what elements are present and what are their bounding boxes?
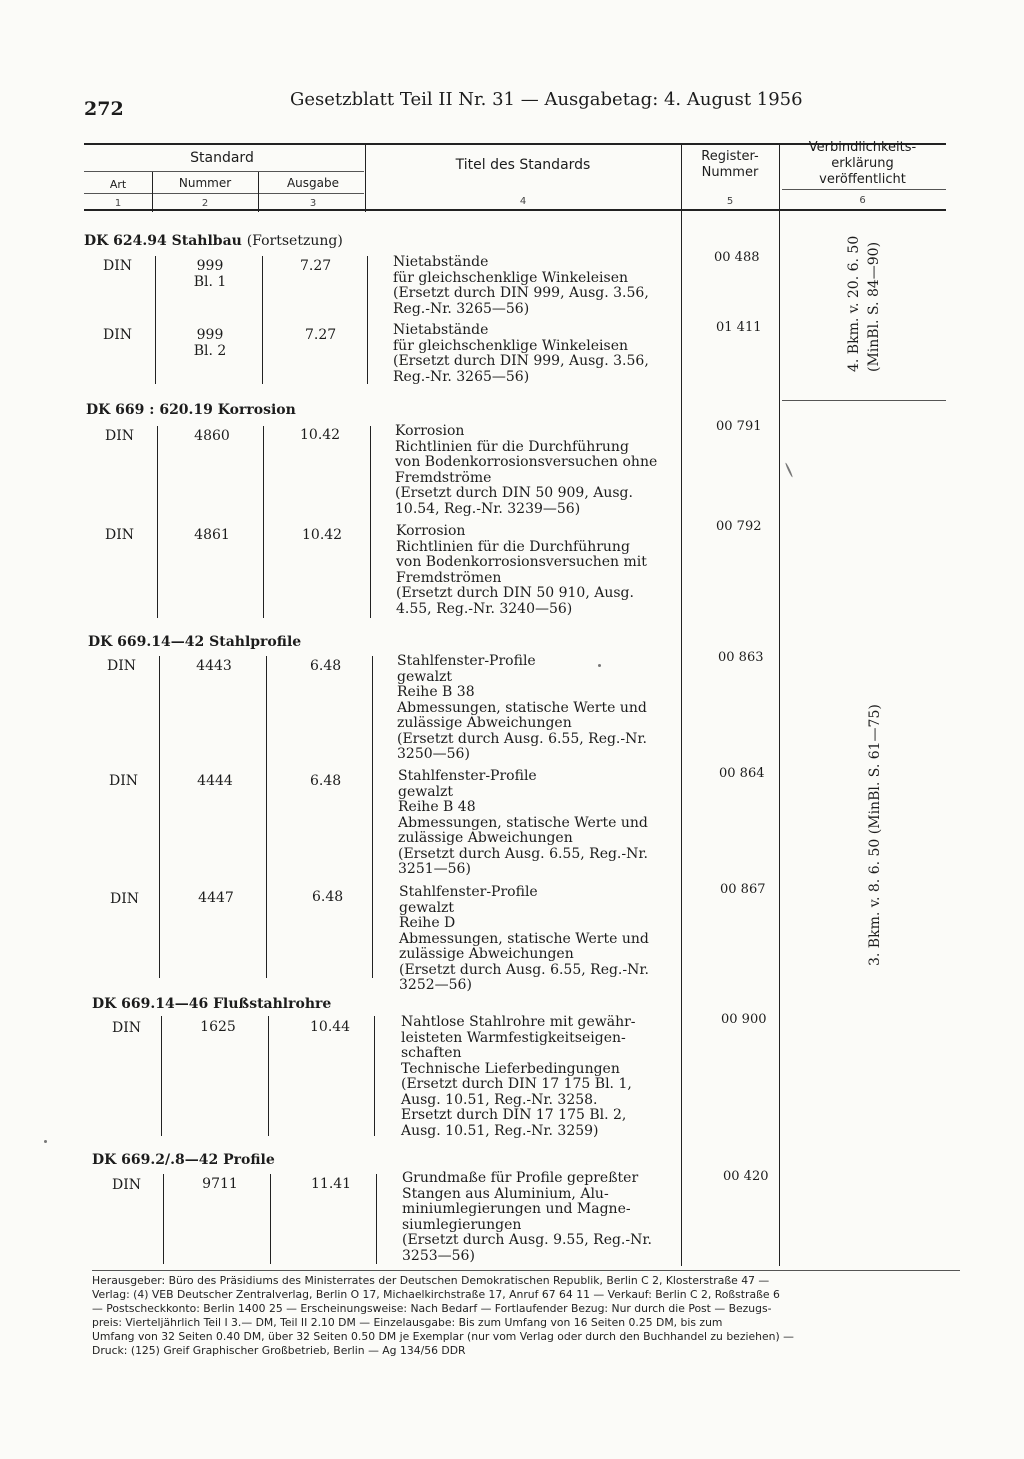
header-nummer: Nummer — [178, 176, 232, 190]
col-number-6: 6 — [859, 195, 866, 206]
entry-nummer: 4860 — [194, 428, 230, 444]
entry-art: DIN — [107, 658, 137, 674]
art-sub-rule — [84, 193, 364, 194]
section-heading: DK 624.94 Stahlbau (Fortsetzung) — [84, 233, 343, 249]
section-heading: DK 669.14—42 Stahlprofile — [88, 634, 302, 650]
entry-art: DIN — [112, 1020, 142, 1036]
verbindlich-note-2: 3. Bkm. v. 8. 6. 50 (MinBl. S. 61—75) — [867, 704, 883, 966]
row-rule — [270, 1174, 271, 1264]
scan-mark — [44, 1140, 47, 1143]
header-register: Register- Nummer — [701, 149, 759, 180]
entry-art: DIN — [105, 428, 135, 444]
entry-titel: Stahlfenster-Profile gewalzt Reihe B 38 Abmessungen, statische Werte und zulässige Abweichungen (Ersetzt durch Ausg. 6.55, Reg.-Nr. 3250—56) — [397, 653, 647, 762]
row-rule — [374, 1016, 375, 1136]
entry-ausgabe: 10.42 — [300, 427, 341, 443]
col-number-2: 2 — [201, 198, 209, 209]
row-rule — [159, 656, 160, 978]
header-ausgabe: Ausgabe — [286, 176, 340, 190]
entry-ausgabe: 6.48 — [312, 889, 344, 905]
section-heading: DK 669 : 620.19 Korrosion — [86, 402, 296, 418]
row-rule — [376, 1174, 377, 1264]
header-verbindlich: Verbindlichkeits- erklärung veröffentlicht — [808, 140, 917, 187]
entry-art: DIN — [103, 258, 133, 274]
section-heading: DK 669.14—46 Flußstahlrohre — [92, 996, 332, 1012]
entry-art: DIN — [109, 773, 139, 789]
title-register-divider — [681, 144, 682, 1266]
col-number-1: 1 — [114, 198, 122, 209]
header-standard: Standard — [190, 150, 254, 166]
page-title: Gesetzblatt Teil II Nr. 31 — Ausgabetag: 4. August 1956 — [290, 89, 803, 110]
entry-titel: Grundmaße für Profile gepreßter Stangen aus Aluminium, Alu- miniumlegierungen und Magne- siumlegierungen (Ersetzt durch Ausg. 9.55, Reg.-Nr. 3253—56) — [402, 1170, 652, 1264]
row-rule — [367, 256, 368, 384]
row-rule — [263, 426, 264, 618]
row-rule — [157, 426, 158, 618]
entry-titel: Nietabstände für gleichschenklige Winkeleisen (Ersetzt durch DIN 999, Ausg. 3.56, Reg.-Nr. 3265—56) — [393, 322, 649, 385]
entry-nummer: 4447 — [198, 890, 234, 906]
entry-titel: Korrosion Richtlinien für die Durchführung von Bodenkorrosionsversuchen mit Fremdströmen (Ersetzt durch DIN 50 910, Ausg. 4.55, Reg.-Nr. 3240—56) — [396, 523, 647, 617]
entry-art: DIN — [112, 1177, 142, 1193]
verbindlich-note-1: 4. Bkm. v. 20. 6. 50 — [846, 235, 862, 372]
header-art: Art — [109, 178, 127, 191]
verbindlich-note-1-source: (MinBl. S. 84—90) — [866, 241, 882, 372]
entry-register: 00 420 — [723, 1169, 769, 1184]
entry-nummer: 4443 — [196, 658, 232, 674]
row-rule — [262, 256, 263, 384]
entry-art: DIN — [103, 327, 133, 343]
col-number-5: 5 — [726, 196, 734, 207]
entry-ausgabe: 6.48 — [310, 658, 342, 674]
entry-titel: Nietabstände für gleichschenklige Winkeleisen (Ersetzt durch DIN 999, Ausg. 3.56, Reg.-Nr. 3265—56) — [393, 254, 649, 317]
entry-ausgabe: 10.42 — [302, 527, 343, 543]
header-bottom-rule — [84, 209, 946, 211]
entry-ausgabe: 7.27 — [305, 327, 337, 343]
row-rule — [155, 256, 156, 384]
col-number-4: 4 — [519, 196, 527, 207]
verbindlich-sub-rule — [782, 189, 946, 190]
row-rule — [372, 656, 373, 978]
entry-ausgabe: 10.44 — [310, 1019, 351, 1035]
row-rule — [268, 1016, 269, 1136]
scan-mark — [785, 462, 794, 477]
entry-titel: Stahlfenster-Profile gewalzt Reihe D Abmessungen, statische Werte und zulässige Abweichungen (Ersetzt durch Ausg. 6.55, Reg.-Nr. 3252—56) — [399, 884, 649, 993]
entry-register: 00 864 — [719, 766, 765, 781]
row-rule — [161, 1016, 162, 1136]
entry-register: 00 867 — [720, 882, 766, 897]
entry-ausgabe: 6.48 — [310, 773, 342, 789]
register-verbindlich-divider — [779, 144, 780, 1266]
entry-ausgabe: 7.27 — [300, 258, 332, 274]
row-rule — [370, 426, 371, 618]
entry-register: 00 791 — [716, 419, 762, 434]
entry-register: 00 900 — [721, 1012, 767, 1027]
entry-nummer: 1625 — [200, 1019, 236, 1035]
entry-register: 01 411 — [716, 320, 762, 335]
nummer-divider — [258, 172, 259, 212]
header-titel: Titel des Standards — [455, 157, 591, 173]
entry-titel: Stahlfenster-Profile gewalzt Reihe B 48 Abmessungen, statische Werte und zulässige Abweichungen (Ersetzt durch Ausg. 6.55, Reg.-Nr. 3251—56) — [398, 768, 648, 877]
entry-register: 00 792 — [716, 519, 762, 534]
footer-rule — [92, 1270, 960, 1271]
entry-nummer: 4444 — [197, 773, 233, 789]
entry-nummer: 999 Bl. 1 — [193, 258, 227, 290]
entry-nummer: 999 Bl. 2 — [193, 327, 227, 359]
entry-titel: Nahtlose Stahlrohre mit gewähr- leisteten Warmfestigkeitseigen- schaften Technische Lieferbedingungen (Ersetzt durch DIN 17 175 Bl. 1, Ausg. 10.51, Reg.-Nr. 3258. Ersetzt durch DIN 17 175 Bl. 2, Ausg. 10.51, Reg.-Nr. 3259) — [401, 1014, 636, 1139]
entry-art: DIN — [110, 891, 140, 907]
section-heading: DK 669.2/.8—42 Profile — [92, 1152, 275, 1168]
entry-ausgabe: 11.41 — [311, 1176, 352, 1192]
col-number-3: 3 — [309, 198, 317, 209]
row-rule — [266, 656, 267, 978]
scan-mark — [598, 664, 601, 667]
standard-sub-rule — [84, 171, 364, 172]
entry-nummer: 4861 — [194, 527, 230, 543]
imprint: Herausgeber: Büro des Präsidiums des Ministerrates der Deutschen Demokratischen Republik, Berlin C 2, Klosterstraße 47 — Verlag: (4) VEB Deutscher Zentralverlag, Berlin O 17, Michaelkirchstraße 17, Anruf 67 64 11 — Verkauf: Berlin C 2, Roßstraße 6 — Postscheckkonto: Berlin 1400 25 — Erscheinungsweise: Nach Bedarf — Fortlaufender Bezug: Nur durch die Post — Bezugs- preis: Vierteljährlich Teil I 3.— DM, Teil II 2.10 DM — Einzelausgabe: Bis zum Umfang von 16 Seiten 0.25 DM, bis zum Umfang von 32 Seiten 0.40 DM, über 32 Seiten 0.50 DM je Exemplar (nur vom Verlag oder durch den Buchhandel zu beziehen) — Druck: (125) Greif Graphischer Großbetrieb, Berlin — Ag 134/56 DDR — [92, 1274, 794, 1357]
verbindlich-group-rule — [782, 400, 946, 401]
entry-nummer: 9711 — [202, 1176, 238, 1192]
row-rule — [163, 1174, 164, 1264]
page-number: 272 — [84, 98, 124, 120]
entry-titel: Korrosion Richtlinien für die Durchführung von Bodenkorrosionsversuchen ohne Fremdströme (Ersetzt durch DIN 50 909, Ausg. 10.54, Reg.-Nr. 3239—56) — [395, 423, 658, 517]
entry-register: 00 488 — [714, 250, 760, 265]
entry-register: 00 863 — [718, 650, 764, 665]
entry-art: DIN — [105, 527, 135, 543]
